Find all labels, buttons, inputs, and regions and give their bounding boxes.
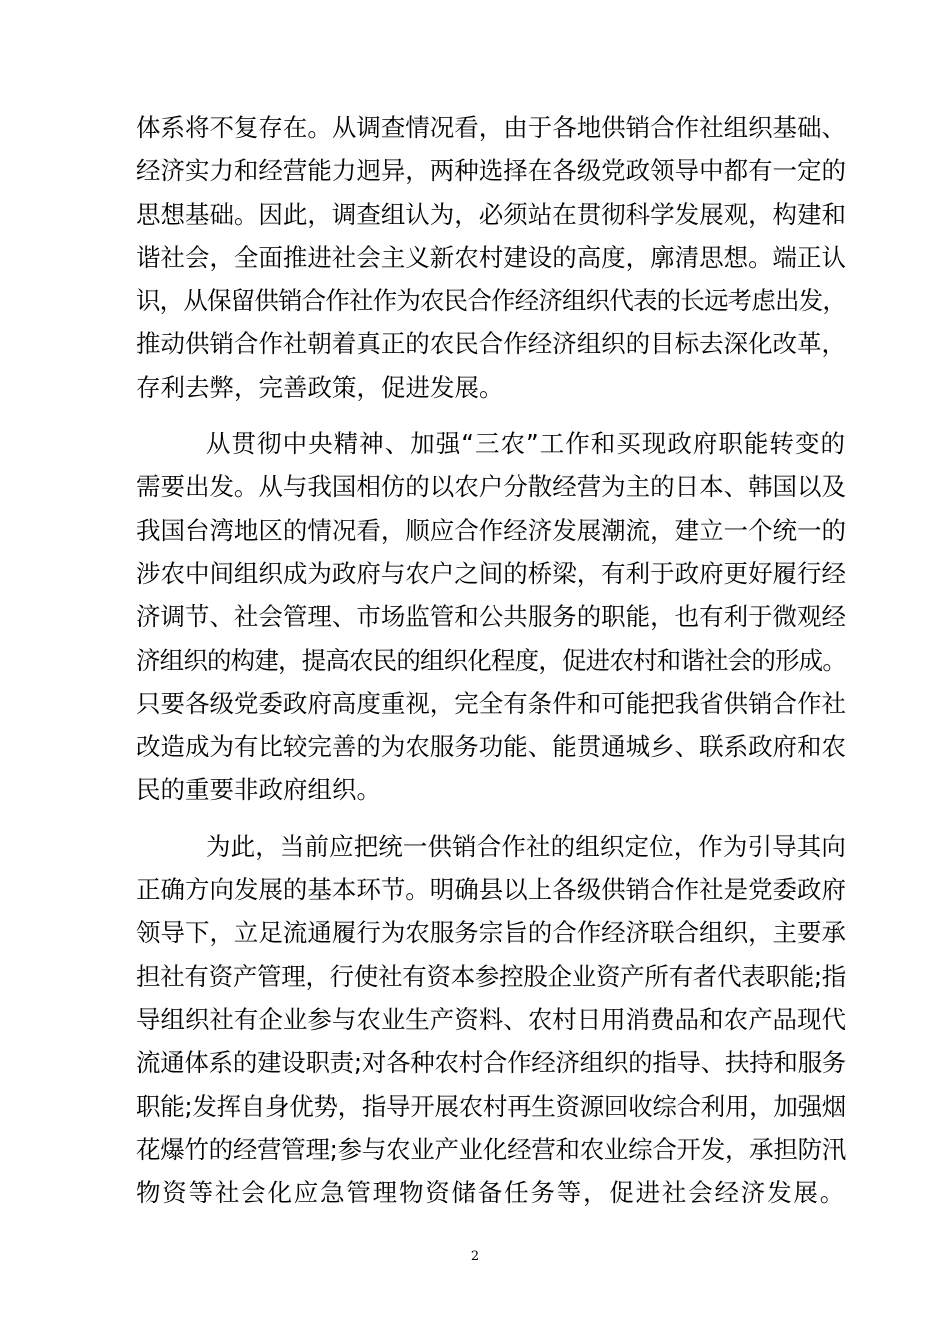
text-line: 担社有资产管理，行使社有资本参控股企业资产所有者代表职能;指: [136, 961, 846, 991]
text-line: 流通体系的建设职责;对各种农村合作经济组织的指导、扶持和服务: [136, 1048, 846, 1078]
text-line: 济组织的构建，提高农民的组织化程度，促进农村和谐社会的形成。: [136, 645, 846, 675]
paragraph-gap: [136, 812, 846, 825]
text-line: 物资等社会化应急管理物资储备任务等，促进社会经济发展。: [136, 1178, 846, 1208]
text-line: 涉农中间组织成为政府与农户之间的桥梁，有利于政府更好履行经: [136, 558, 846, 588]
text-line: 民的重要非政府组织。: [136, 775, 381, 805]
body-text: [136, 106, 846, 1214]
text-line: 谐社会，全面推进社会主义新农村建设的高度，廓清思想。端正认: [136, 242, 846, 272]
text-line: 为此，当前应把统一供销合作社的组织定位，作为引导其向: [206, 831, 846, 861]
text-line: 领导下，立足流通履行为农服务宗旨的合作经济联合组织，主要承: [136, 918, 846, 948]
paragraph-gap: [136, 409, 846, 422]
text-line: 正确方向发展的基本环节。明确县以上各级供销合作社是党委政府: [136, 875, 846, 905]
text-line: 我国台湾地区的情况看，顺应合作经济发展潮流，建立一个统一的: [136, 515, 846, 545]
text-line: 从贯彻中央精神、加强“三农”工作和买现政府职能转变的: [206, 429, 846, 459]
paragraph: [136, 825, 846, 1215]
text-line: 改造成为有比较完善的为农服务功能、能贯通城乡、联系政府和农: [136, 732, 846, 762]
text-line: 存利去弊，完善政策，促进发展。: [136, 372, 504, 402]
text-line: 需要出发。从与我国相仿的以农户分散经营为主的日本、韩国以及: [136, 472, 846, 502]
text-line: 职能;发挥自身优势，指导开展农村再生资源回收综合利用，加强烟: [136, 1091, 846, 1121]
text-line: 识，从保留供销合作社作为农民合作经济组织代表的长远考虑出发，: [136, 286, 846, 316]
paragraph: [136, 422, 846, 812]
text-line: 思想基础。因此，调查组认为，必须站在贯彻科学发展观，构建和: [136, 199, 846, 229]
text-line: 花爆竹的经营管理;参与农业产业化经营和农业综合开发，承担防汛: [136, 1134, 846, 1164]
text-line: 导组织社有企业参与农业生产资料、农村日用消费品和农产品现代: [136, 1004, 846, 1034]
page-number: 2: [470, 1249, 480, 1264]
text-line: 经济实力和经营能力迥异，两种选择在各级党政领导中都有一定的: [136, 156, 846, 186]
text-line: 只要各级党委政府高度重视，完全有条件和可能把我省供销合作社: [136, 688, 846, 718]
text-line: 济调节、社会管理、市场监管和公共服务的职能，也有利于微观经: [136, 602, 846, 632]
paragraph: [136, 106, 846, 409]
text-line: 推动供销合作社朝着真正的农民合作经济组织的目标去深化改革，: [136, 329, 846, 359]
text-line: 体系将不复存在。从调查情况看，由于各地供销合作社组织基础、: [136, 113, 846, 142]
